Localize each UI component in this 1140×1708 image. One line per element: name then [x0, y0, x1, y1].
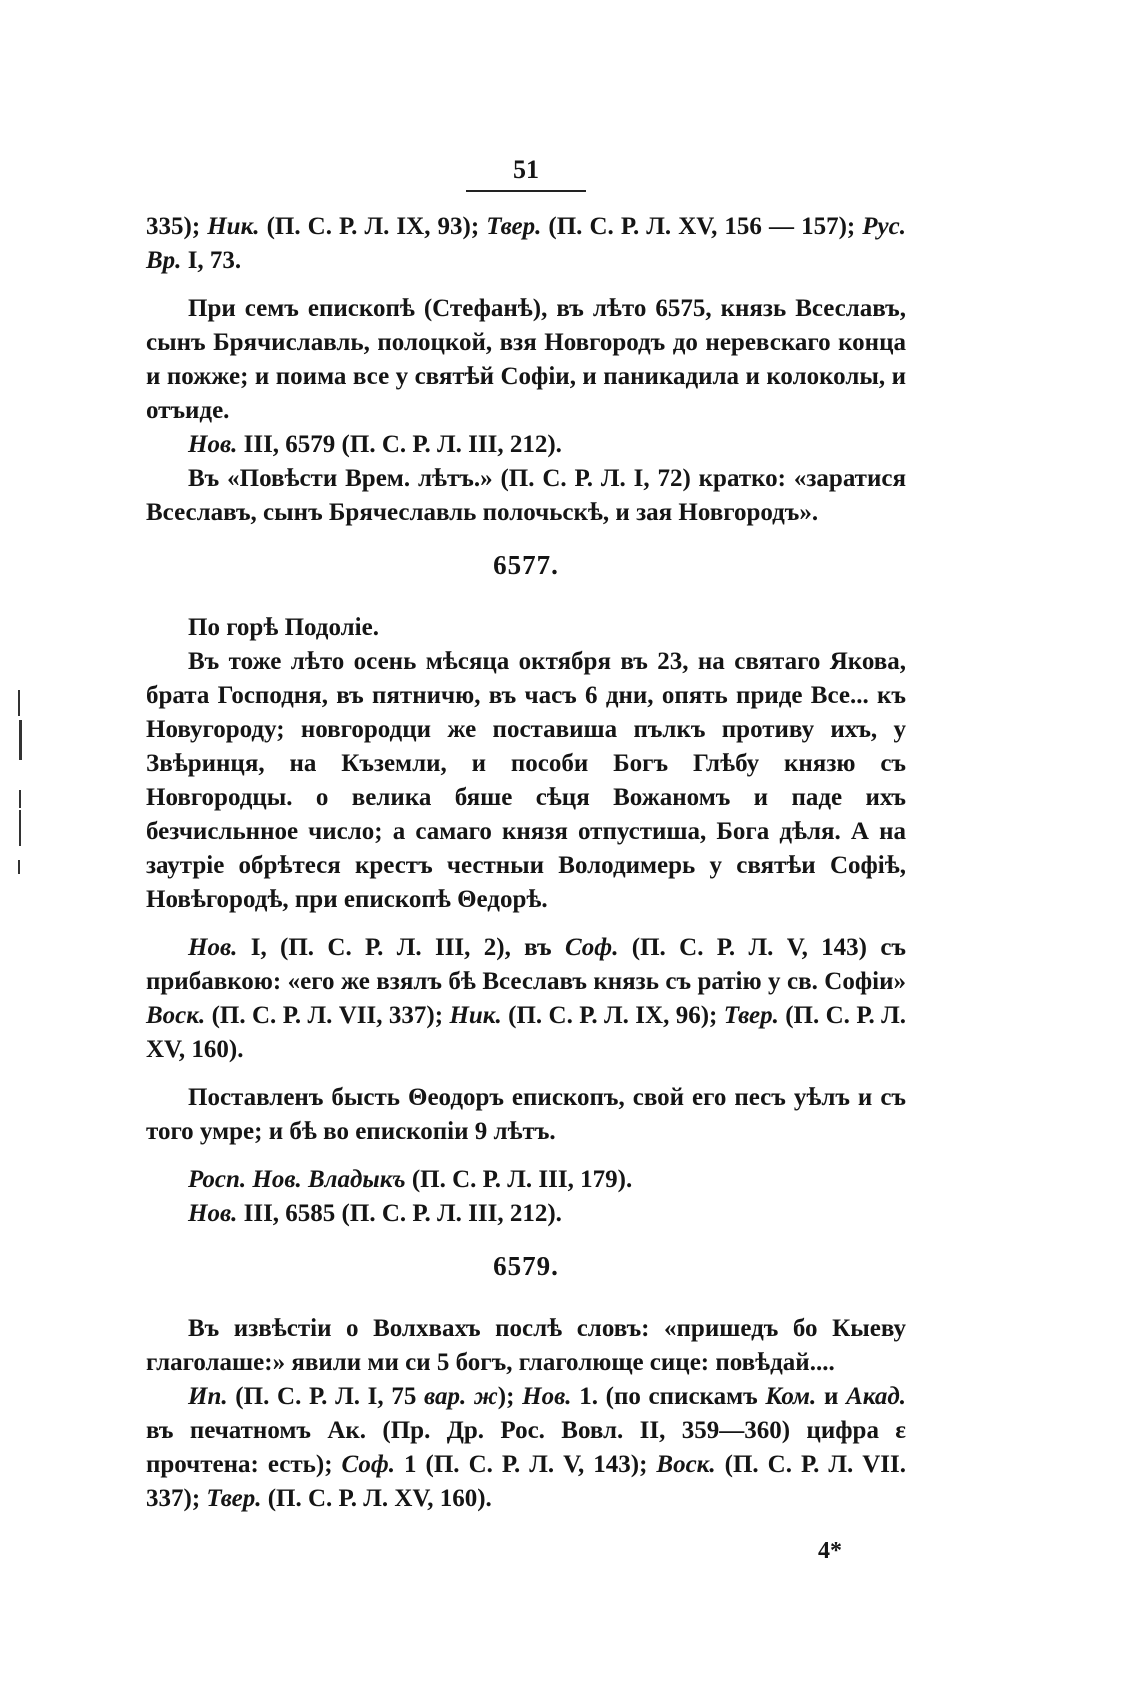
source-text: (П. С. Р. Л. I, 75	[227, 1383, 425, 1410]
source-text: въ печатномъ Ак. (Пр. Др. Рос. Вовл. II, 359—360) цифра ε прочтена: есть);	[146, 1417, 906, 1478]
intro-ref-text: I, 73.	[181, 247, 242, 274]
source-text: I, (П. С. Р. Л. III, 2), въ	[237, 934, 565, 961]
paragraph-povest: Въ «Повѣсти Врем. лѣтъ.» (П. С. Р. Л. I, 72) кратко: «заратися Всеславъ, сынъ Брячеславль полочьскѣ, и зая Новгородъ».	[146, 465, 906, 526]
source-abbr: Соф.	[564, 934, 619, 961]
source-abbr: Акад.	[846, 1383, 906, 1410]
scan-artifact	[18, 860, 20, 874]
source-text: 1 (П. С. Р. Л. V, 143);	[395, 1451, 657, 1478]
scan-artifact	[19, 790, 21, 808]
intro-ref-abbr: Твер.	[486, 213, 542, 240]
signature-mark: 4*	[818, 1538, 842, 1564]
intro-ref-text: 335);	[146, 213, 208, 240]
source-text: и	[816, 1383, 847, 1410]
source-note	[146, 1380, 906, 1516]
source-text: (П. С. Р. Л. VII, 337);	[205, 1002, 450, 1029]
page-body	[146, 150, 906, 1516]
paragraph-podolie: По горѣ Подоліе.	[188, 614, 379, 641]
source-note	[146, 428, 906, 462]
source-text: III, 6585 (П. С. Р. Л. III, 212).	[237, 1200, 562, 1227]
source-text: 1. (по спискамъ	[571, 1383, 766, 1410]
source-abbr: вар. ж	[424, 1383, 498, 1410]
paragraph-volkhvy: Въ извѣстіи о Волхвахъ послѣ словъ: «пришедъ бо Кыеву глаголаше:» явили ми си 5 богъ, глаголюще сице: повѣдай....	[146, 1315, 906, 1376]
paragraph-novgorod-battle: Въ тоже лѣто осень мѣсяца октября въ 23, на святаго Якова, брата Господня, въ пятничю, въ часъ 6 дни, опять приде Все... къ Новугороду; новгородци же поставиша пълкъ противу ихъ, у Звѣринця, на Къземли, и пособи Богъ Глѣбу князю съ Новгородцы. о велика бяше сѣця Вожаномъ и паде ихъ безчисльнное число; а самаго князя отпустиша, Бога дѣля. А на заутріе обрѣтеся крестъ честныи Володимерь у святѣи Софіѣ, Новѣгородѣ, при епископѣ Θедорѣ.	[146, 648, 906, 913]
intro-ref-abbr: Ник.	[207, 213, 260, 240]
source-text: (П. С. Р. Л. V, 143) съ прибавкою: «его же взялъ бѣ Всеславъ князь съ ратію у св. Софіи»	[146, 934, 906, 995]
source-text: );	[497, 1383, 523, 1410]
scan-artifact	[19, 810, 21, 846]
source-abbr: Ник.	[449, 1002, 502, 1029]
source-abbr: Нов.	[188, 431, 238, 458]
paragraph-theodore: Поставленъ бысть Θеодоръ епископъ, свой его песъ уѣлъ и съ того умре; и бѣ во епископіи 9 лѣтъ.	[146, 1084, 906, 1145]
source-note	[146, 1163, 906, 1197]
source-abbr: Твер.	[206, 1485, 262, 1512]
source-text: III, 6579 (П. С. Р. Л. III, 212).	[237, 431, 562, 458]
source-abbr: Росп. Нов. Владыкъ	[188, 1166, 406, 1193]
source-abbr: Ком.	[765, 1383, 817, 1410]
year-heading: 6579.	[493, 1251, 559, 1281]
source-text: (П. С. Р. Л. III, 179).	[405, 1166, 633, 1193]
source-text: (П. С. Р. Л. XV, 160).	[261, 1485, 492, 1512]
intro-ref-text: (П. С. Р. Л. IX, 93);	[259, 213, 487, 240]
scan-artifact	[19, 720, 22, 760]
page-number: 51	[513, 155, 539, 184]
source-text: (П. С. Р. Л. XV, 160).	[146, 1002, 906, 1063]
paragraph-vseslav: При семъ епископѣ (Стефанѣ), въ лѣто 6575, князь Всеславъ, сынъ Брячиславль, полоцкой, взя Новгородъ до неревскаго конца и пожже; и поима все у святѣй Софіи, и паникадила и колоколы, и отъиде.	[146, 295, 906, 424]
intro-ref-text: 157);	[801, 213, 863, 240]
source-abbr: Соф.	[341, 1451, 396, 1478]
source-note	[146, 1197, 906, 1231]
year-heading: 6577.	[493, 550, 559, 580]
source-note	[146, 931, 906, 1067]
source-abbr: Воск.	[146, 1002, 206, 1029]
scan-artifact	[18, 690, 20, 716]
source-abbr: Нов.	[188, 934, 238, 961]
source-text: (П. С. Р. Л. IX, 96);	[501, 1002, 724, 1029]
intro-reference	[146, 210, 906, 278]
intro-ref-text: (П. С. Р. Л. XV, 156 —	[541, 213, 794, 240]
intro-ref-abbr: Рус. Вр.	[146, 213, 906, 274]
source-abbr: Воск.	[656, 1451, 716, 1478]
source-text: (П. С. Р. Л. VII. 337);	[146, 1451, 906, 1512]
source-abbr: Твер.	[723, 1002, 779, 1029]
source-abbr: Нов.	[188, 1200, 238, 1227]
source-abbr: Ип.	[188, 1383, 228, 1410]
page-number-rule	[466, 190, 586, 192]
source-abbr: Нов.	[522, 1383, 572, 1410]
